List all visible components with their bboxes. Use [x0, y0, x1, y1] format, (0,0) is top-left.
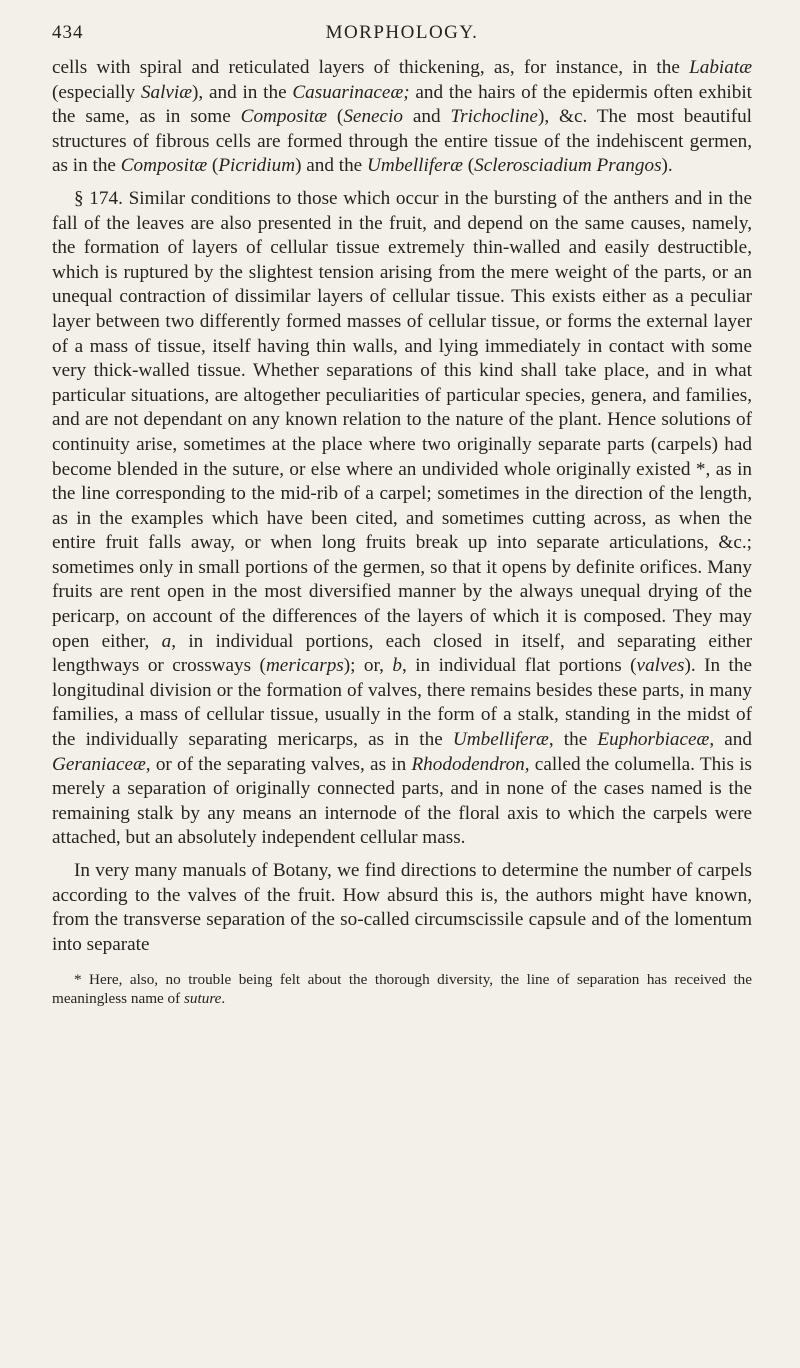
text-run: (: [207, 155, 219, 177]
italic-text: Geraniaceæ: [52, 753, 146, 775]
running-title: MORPHOLOGY.: [325, 22, 479, 43]
italic-text: b: [392, 655, 402, 677]
italic-text: a: [161, 630, 172, 652]
paragraph-continuation: [52, 56, 752, 179]
italic-text: Trichocline: [450, 106, 538, 128]
italic-text: Picridium: [218, 155, 296, 177]
italic-text: Labiatæ: [689, 57, 752, 78]
italic-text: suture: [184, 989, 222, 1007]
running-head: [52, 20, 752, 52]
text-run: , and: [709, 729, 752, 751]
italic-text: Umbelliferæ: [367, 155, 463, 177]
text-run: ); or,: [343, 655, 393, 677]
text-run: and the hairs of the epidermis often exhibit the same, as in some: [52, 81, 753, 128]
footnote: [52, 971, 752, 1008]
italic-text: Rhododendron: [411, 753, 525, 775]
italic-text: Casuarinaceæ;: [292, 81, 410, 103]
text-run: ), and in the: [192, 81, 293, 103]
italic-text: mericarps: [265, 655, 344, 677]
text-run: * Here, also, no trouble being felt about the thorough diversity, the line of separation has received the meaningless name of: [52, 971, 752, 1007]
text-run: , in individual flat portions (: [401, 655, 637, 677]
text-run: ), &c. The most beautiful structures of fibrous cells are formed through the entire tissue of the indehiscent germen, as in the: [52, 106, 753, 177]
text-run: (especially: [52, 81, 141, 103]
text-run: (: [462, 155, 475, 177]
italic-text: Salviæ: [140, 81, 193, 103]
text-run: (: [327, 106, 344, 128]
text-run: , or of the separating valves, as in: [145, 753, 412, 775]
text-run: ). In the longitudinal division or the formation of valves, there remains besides these parts, in many families, a mass of cellular tissue, usually in the form of a stalk, standing in the midst of the individually separating mericarps, as in the: [52, 655, 752, 751]
text-run: In very many manuals of Botany, we find directions to determine the number of carpels according to the valves of the fruit. How absurd this is, the authors might have known, from the transverse separation of the so-called circumscissile capsule and of the lomentum into separate: [52, 860, 752, 955]
italic-text: Compositæ: [240, 106, 328, 128]
text-run: .: [221, 989, 226, 1007]
text-run: ).: [661, 155, 673, 177]
text-run: ) and the: [295, 155, 367, 177]
italic-text: Senecio: [343, 106, 403, 128]
text-run: , in individual portions, each closed in itself, and separating either lengthways or crossways (: [52, 630, 752, 677]
italic-text: Umbelliferæ: [452, 729, 549, 751]
page-number: 434: [52, 22, 84, 43]
body-text: [52, 56, 752, 957]
paragraph-manuals: [52, 859, 752, 957]
text-run: cells with spiral and reticulated layers of thickening, as, for instance, in the: [52, 57, 690, 78]
paragraph-section-174: [52, 187, 752, 851]
text-run: , called the columella. This is merely a separation of originally connected parts, and in none of the cases named is the remaining stalk by any means an internode of the floral axis to which the carpels were attached, but an absolutely independent cellular mass.: [52, 753, 752, 849]
italic-text: Compositæ: [120, 155, 208, 177]
text-run: , the: [548, 729, 598, 751]
text-run: § 174. Similar conditions to those which occur in the bursting of the anthers and in the fall of the leaves are also presented in the fruit, and depend on the same causes, namely, the formation of layers of cellular tissue extremely thin-walled and easily destructible, which is ruptured by the slightest tension arising from the mere weight of the parts, or an unequal contraction of dissimilar layers of cellular tissue. This exists either as a peculiar layer between two differently formed masses of cellular tissue, or forms the external layer of a mass of tissue, itself having thin walls, and lying immediately in contact with some very thick-walled tissue. Whether separations of this kind shall take place, and in what particular situations, are altogether peculiarities of particular species, genera, and families, and are not dependant on any known relation to the nature of the plant. Hence solutions of continuity arise, sometimes at the place where two originally separate parts (carpels) had become blended in the suture, or else where an undivided whole originally existed *, as in the line corresponding to the mid-rib of a carpel; sometimes in the direction of the length, as in the examples which have been cited, and sometimes cutting across, as when the entire fruit falls away, or when long fruits break up into separate articulations, &c.; sometimes only in small portions of the germen, so that it opens by definite orifices. Many fruits are rent open in the most diversified manner by the always unequal drying of the pericarp, on account of the differences of the layers of which it is composed. They may open either,: [52, 187, 752, 652]
italic-text: valves: [636, 655, 685, 677]
text-run: and: [403, 106, 451, 128]
italic-text: Sclerosciadium Prangos: [474, 155, 662, 177]
italic-text: Euphorbiaceæ: [597, 729, 710, 751]
